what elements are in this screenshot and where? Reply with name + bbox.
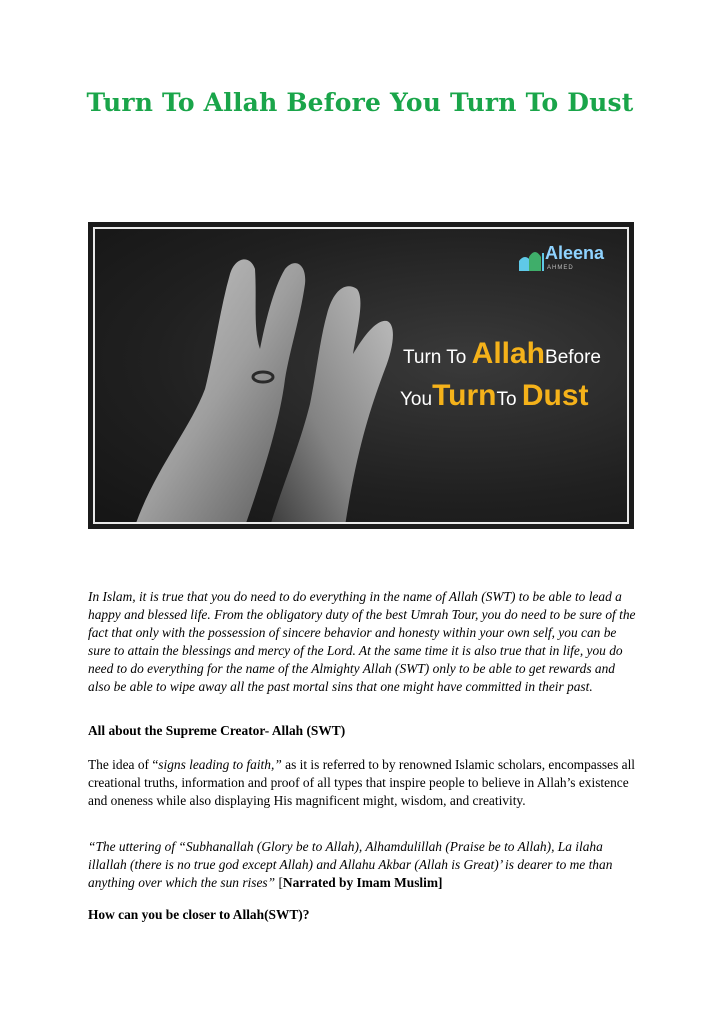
mosque-icon bbox=[517, 245, 545, 273]
banner-image bbox=[88, 222, 634, 529]
citation: Narrated by Imam Muslim] bbox=[282, 875, 443, 890]
logo-subtext: AHMED bbox=[547, 265, 574, 271]
section-heading: All about the Supreme Creator- Allah (SWT) bbox=[88, 723, 346, 738]
paragraph-text: as it is referred to by renowned Islamic scholars, encompasses all creational truths, information and proof of all types that inspire people to believe in Allah’s existence and oneness while also displaying His magnificent might, wisdom, and creativity. bbox=[88, 757, 636, 808]
brand-logo bbox=[517, 239, 607, 285]
bracket: [ bbox=[278, 875, 283, 890]
paragraph-text: The idea of “ bbox=[88, 757, 159, 772]
quote-paragraph bbox=[88, 838, 636, 892]
banner-text: Turn To bbox=[403, 347, 472, 368]
banner-frame bbox=[93, 227, 629, 524]
banner-highlight: Dust bbox=[521, 379, 589, 412]
banner-text: To bbox=[496, 389, 522, 410]
banner-highlight: Turn bbox=[432, 379, 497, 412]
banner-text: Before bbox=[545, 347, 601, 368]
banner-line-1 bbox=[403, 337, 601, 371]
praying-hands-illustration bbox=[95, 229, 425, 524]
banner-line-2 bbox=[400, 379, 589, 413]
body-paragraph bbox=[88, 756, 636, 810]
section-heading: How can you be closer to Allah(SWT)? bbox=[88, 907, 310, 922]
italic-phrase: signs leading to faith,” bbox=[158, 757, 282, 772]
logo-text: Aleena bbox=[545, 243, 605, 263]
banner-highlight: Allah bbox=[471, 337, 546, 370]
page-title: Turn To Allah Before You Turn To Dust bbox=[86, 88, 634, 117]
banner-text: You bbox=[400, 389, 433, 410]
quote-text: “The uttering of “Subhanallah (Glory be to Allah), Alhamdulillah (Praise be to Allah), La ilaha illallah (there is no true god except Allah) and Allahu Akbar (Allah is Great)’ is dearer to me than anything over which the sun rises” bbox=[88, 839, 613, 890]
intro-paragraph: In Islam, it is true that you do need to do everything in the name of Allah (SWT) to be able to lead a happy and blessed life. From the obligatory duty of the best Umrah Tour, you do need to be sure of the fact that only with the possession of sincere behavior and honesty within your own self, you can be sure to attain the blessings and mercy of the Lord. At the same time it is also true that in life, you do need to do everything for the name of the Almighty Allah (SWT) only to be able to get rewards and also be able to wipe away all the past mortal sins that one might have committed in their past. bbox=[88, 589, 636, 694]
